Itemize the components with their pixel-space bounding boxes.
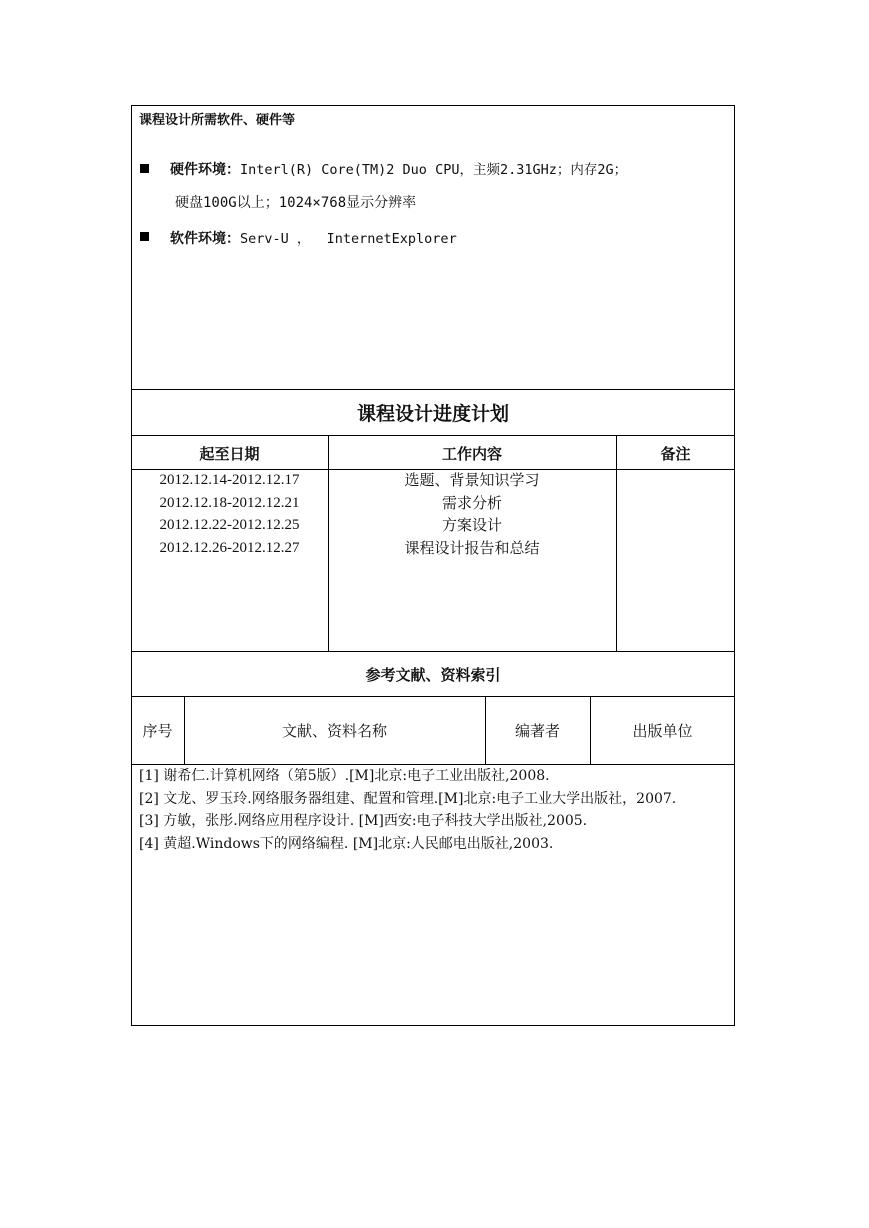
hardware-line [170, 158, 627, 179]
table-row: 2012.12.22-2012.12.25 [159, 517, 300, 533]
divider [131, 696, 735, 697]
list-item: [2] 文龙、罗玉玲.网络服务器组建、配置和管理.[M]北京:电子工业大学出版社，2007. [139, 790, 677, 807]
references-title: 参考文献、资料索引 [365, 666, 501, 684]
schedule-contents [328, 469, 616, 559]
table-row: 2012.12.14-2012.12.17 [159, 472, 300, 488]
references-header-no: 序号 [142, 722, 173, 740]
table-row: 2012.12.26-2012.12.27 [159, 539, 300, 556]
references-header-name: 文献、资料名称 [281, 722, 387, 740]
hardware-line-2: 硬盘100G以上；1024×768显示分辨率 [175, 195, 417, 211]
requirements-heading: 课程设计所需软件、硬件等 [139, 113, 296, 128]
divider [131, 651, 735, 652]
bullet-icon [140, 164, 149, 173]
table-row: 方案设计 [441, 516, 502, 534]
bullet-icon [140, 232, 149, 241]
software-label: 软件环境： [170, 231, 240, 247]
hardware-label: 硬件环境： [170, 162, 240, 178]
table-row: 课程设计报告和总结 [404, 538, 540, 557]
schedule-dates [131, 469, 328, 559]
schedule-header-remark: 备注 [660, 445, 691, 463]
software-line [170, 227, 457, 248]
table-row: 需求分析 [441, 493, 502, 512]
divider [131, 389, 735, 390]
table-row: 选题、背景知识学习 [404, 471, 540, 489]
list-item: [1] 谢希仁.计算机网络（第5版）.[M]北京:电子工业出版社,2008. [139, 768, 550, 784]
software-text: Serv-U ， InternetExplorer [240, 231, 457, 247]
references-header-author: 编著者 [514, 722, 560, 740]
list-item: [3] 方敏，张彤.网络应用程序设计. [M]西安:电子科技大学出版社,2005. [139, 813, 588, 829]
schedule-title: 课程设计进度计划 [356, 403, 509, 425]
references-header-publisher: 出版单位 [632, 722, 693, 740]
schedule-header-date: 起至日期 [199, 445, 260, 463]
table-row: 2012.12.18-2012.12.21 [159, 494, 300, 511]
list-item: [4] 黄超.Windows下的网络编程. [M]北京:人民邮电出版社,2003. [139, 835, 554, 852]
schedule-header-content: 工作内容 [441, 445, 502, 463]
divider [616, 435, 617, 651]
hardware-text: Interl(R) Core(TM)2 Duo CPU，主频2.31GHz；内存2G； [240, 162, 628, 178]
reference-list [139, 765, 729, 855]
divider [131, 435, 735, 436]
